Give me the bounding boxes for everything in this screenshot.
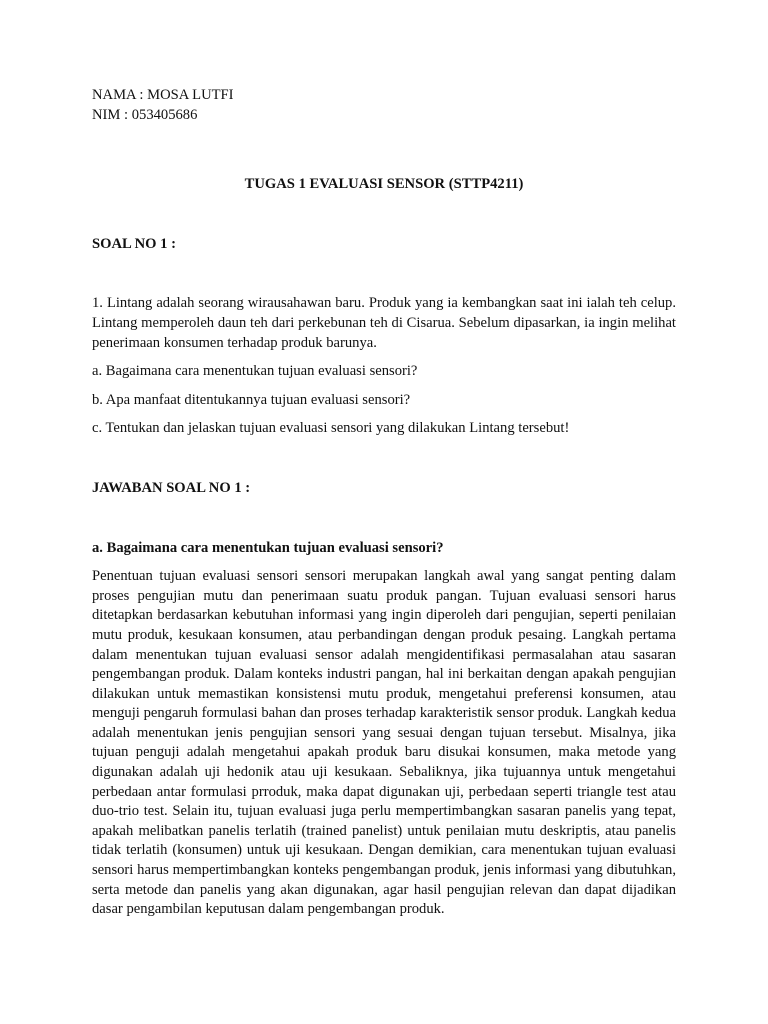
question-text: 1. Lintang adalah seorang wirausahawan baru. Produk yang ia kembangkan saat ini ialah teh celup. Lintang memperoleh daun teh dari perkebunan teh di Cisarua. Sebelum dipasarkan, ia ingin melihat penerimaan konsumen terhadap produk barunya. bbox=[92, 295, 676, 351]
student-nim: NIM : 053405686 bbox=[92, 106, 198, 123]
sub-question-c: c. Tentukan dan jelaskan tujuan evaluasi sensori yang dilakukan Lintang tersebut! bbox=[92, 420, 570, 437]
answer-a-text: Penentuan tujuan evaluasi sensori sensori merupakan langkah awal yang sangat penting dalam proses pengujian mutu dan penerimaan suatu produk pangan. Tujuan evaluasi sensori harus ditetapkan berdasarkan kebutuhan informasi yang ingin diperoleh dari pengujian, seperti penilaian mutu produk, kesukaan konsumen, atau perbandingan dengan produk pesaing. Langkah pertama dalam menentukan tujuan evaluasi sensor adalah mengidentifikasi permasalahan atau sasaran pengembangan produk. Dalam konteks industri pangan, hal ini berkaitan dengan apakah pengujian dilakukan untuk memastikan konsistensi mutu produk, mengetahui preferensi konsumen, atau menguji pengaruh formulasi bahan dan proses terhadap karakteristik sensor produk. Langkah kedua adalah menentukan jenis pengujian sensori yang sesuai dengan tujuan tersebut. Misalnya, jika tujuan penguji adalah mengetahui apakah produk baru disukai konsumen, maka metode yang digunakan adalah uji hedonik atau uji kesukaan. Sebaliknya, jika tujuannya untuk mengetahui perbedaan antar formulasi prroduk, maka dapat digunakan uji, perbedaan seperti triangle test atau duo-trio test. Selain itu, tujuan evaluasi juga perlu mempertimbangkan sasaran panelis yang tepat, apakah melibatkan panelis terlatih (trained panelist) untuk penilaian mutu deskriptis, atau panelis tidak terlatih (konsumen) untuk uji kesukaan. Dengan demikian, cara menentukan tujuan evaluasi sensori harus mempertimbangkan konteks pengembangan produk, jenis informasi yang dibutuhkan, serta metode dan panelis yang akan digunakan, agar hasil pengujian relevan dan dapat dijadikan dasar pengambilan keputusan dalam pengembangan produk. bbox=[92, 568, 676, 918]
document-content bbox=[92, 86, 676, 920]
answer-a-heading: a. Bagaimana cara menentukan tujuan evaluasi sensori? bbox=[92, 539, 444, 556]
sub-question-b: b. Apa manfaat ditentukannya tujuan evaluasi sensori? bbox=[92, 391, 411, 408]
question-section-heading: SOAL NO 1 : bbox=[92, 235, 176, 252]
answer-section-heading: JAWABAN SOAL NO 1 : bbox=[92, 479, 251, 496]
sub-question-a: a. Bagaimana cara menentukan tujuan evaluasi sensori? bbox=[92, 363, 418, 380]
document-title: TUGAS 1 EVALUASI SENSOR (STTP4211) bbox=[244, 176, 524, 193]
student-name: NAMA : MOSA LUTFI bbox=[92, 87, 234, 103]
